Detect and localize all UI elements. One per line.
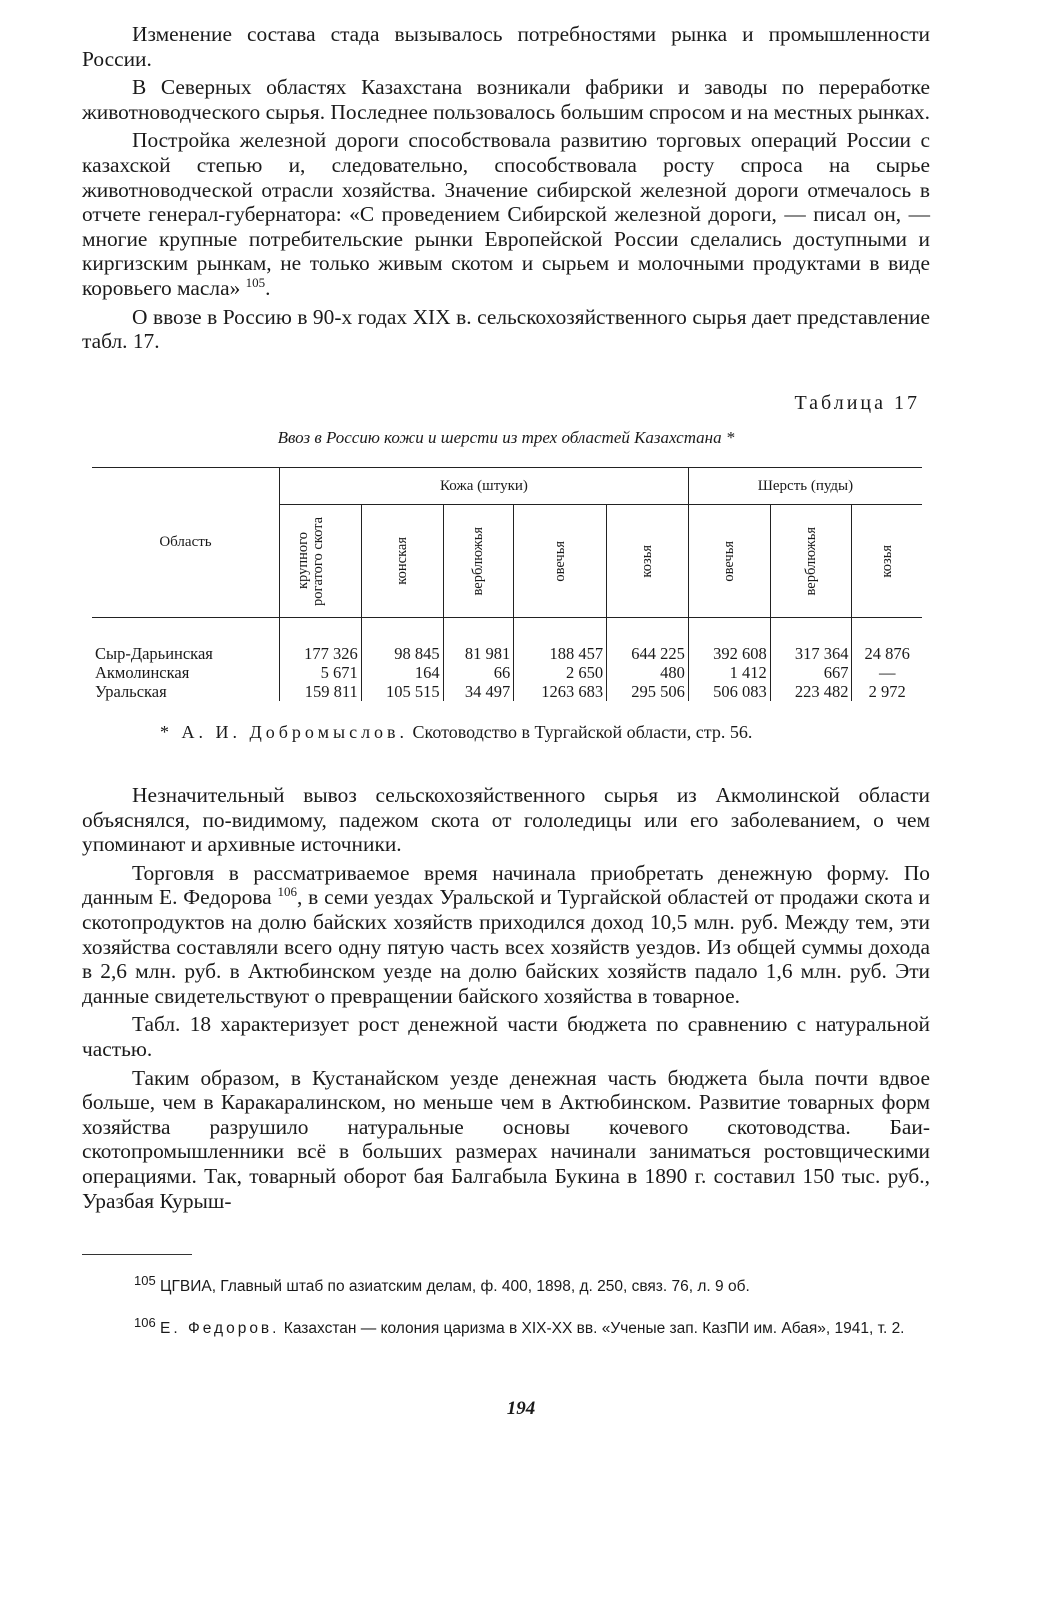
footnote-ref[interactable]: 106 bbox=[277, 884, 297, 900]
column-header: овечья bbox=[514, 505, 607, 618]
value-cell: 66 bbox=[443, 663, 514, 682]
footnote-author: Е. Федоров. bbox=[160, 1320, 280, 1337]
footnote-number: 105 bbox=[134, 1272, 156, 1288]
footnote-number: 106 bbox=[134, 1314, 156, 1330]
value-cell: 188 457 bbox=[514, 618, 607, 664]
column-header: козья bbox=[852, 505, 922, 618]
value-cell: 2 972 bbox=[852, 682, 922, 701]
column-header: овечья bbox=[688, 505, 770, 618]
column-header: верблюжья bbox=[443, 505, 514, 618]
value-cell: 164 bbox=[361, 663, 443, 682]
table-row bbox=[92, 682, 922, 701]
value-cell: 667 bbox=[770, 663, 852, 682]
area-column-header: Область bbox=[92, 468, 280, 618]
paragraph: Незначительный вывоз сельскохозяйственного сырья из Акмолинской области объяснялся, по-видимому, падежом скота от гололедицы или его заболеванием, о чем упоминают и архивные источники. bbox=[82, 783, 930, 857]
table-title: Ввоз в Россию кожи и шерсти из трех областей Казахстана * bbox=[277, 428, 735, 447]
column-header: крупного рогатого скота bbox=[280, 505, 362, 618]
value-cell: 34 497 bbox=[443, 682, 514, 701]
page-number: 194 bbox=[506, 1398, 536, 1419]
table-source-note bbox=[160, 722, 930, 743]
value-cell: 105 515 bbox=[361, 682, 443, 701]
table-row bbox=[92, 663, 922, 682]
value-cell: 644 225 bbox=[607, 618, 689, 664]
value-cell: 81 981 bbox=[443, 618, 514, 664]
note-author: * А. И. Добромыслов. bbox=[160, 722, 409, 742]
data-table bbox=[92, 467, 922, 701]
text-block-top bbox=[82, 22, 930, 358]
value-cell: 159 811 bbox=[280, 682, 362, 701]
paragraph: Постройка железной дороги способствовала развитию торговых операций России с казахской степью и, следовательно, способствовала росту спроса на сырье животноводческой отрасли хозяйства. Значение сибирской железной дороги отмечалось в отчете генерал-губернатора: «С проведением Сибирской железной дороги, — писал он, — многие крупные потребительские рынки Европейской России сделались доступными и киргизским рынкам, не только живым скотом и сырьем и молочными продуктами в виде коровьего масла» $^{105}$. bbox=[82, 128, 930, 300]
footnote-divider bbox=[82, 1254, 192, 1255]
table-row bbox=[92, 618, 922, 664]
paragraph: Табл. 18 характеризует рост денежной части бюджета по сравнению с натуральной частью. bbox=[82, 1012, 930, 1061]
value-cell: 506 083 bbox=[688, 682, 770, 701]
paragraph: Торговля в рассматриваемое время начинала приобретать денежную форму. По данным Е. Федорова $^{106}$, в семи уездах Уральской и Тургайской областей от продажи скота и скотопродуктов на долю байских хозяйств приходился доход 10,5 млн. руб. Между тем, эти хозяйства составляли всего одну пятую часть всех хозяйств уездов. Из общей суммы дохода в 2,6 млн. руб. в Актюбинском уезде на долю байских хозяйств падало 1,6 млн. руб. Эти данные свидетельствуют о превращении байского хозяйства в товарное. bbox=[82, 860, 930, 1008]
value-cell: 98 845 bbox=[361, 618, 443, 664]
paragraph: О ввозе в Россию в 90-х годах XIX в. сельскохозяйственного сырья дает представление табл. 17. bbox=[82, 304, 930, 354]
text-block-bottom bbox=[82, 783, 930, 1217]
area-cell: Акмолинская bbox=[95, 663, 190, 682]
value-cell: 317 364 bbox=[770, 618, 852, 664]
paragraph-text: Постройка железной дороги способствовала развитию торговых операций России с казахской степью и, следовательно, способствовала росту спроса на сырье животноводческой отрасли хозяйства. Значение сибирской железной дороги отмечалось в отчете генерал-губернатора: «С проведением Сибирской железной дороги, — писал он, — многие крупные потребительские рынки Европейской России сделались доступными и киргизским рынкам, не только живым скотом и сырьем и молочными продуктами в виде коровьего масла» bbox=[82, 128, 930, 300]
value-cell: 480 bbox=[607, 663, 689, 682]
footnote-text: Казахстан — колония царизма в XIX-XX вв. «Ученые зап. КазПИ им. Абая», 1941, т. 2. bbox=[283, 1320, 905, 1337]
paragraph: Таким образом, в Кустанайском уезде денежная часть бюджета была почти вдвое больше, чем в Каракаралинском, но меньше чем в Актюбинском. Развитие товарных форм хозяйства разрушило натуральные основы кочевого скотоводства. Баи-скотопромышленники всё в больших размерах начинали заниматься ростовщическими операциями. Так, товарный оборот бая Балгабыла Букина в 1890 г. составил 150 тыс. руб., Уразбая Курыш- bbox=[82, 1065, 930, 1213]
note-text: Скотоводство в Тургайской области, стр. 56. bbox=[412, 722, 753, 742]
paragraph: В Северных областях Казахстана возникали фабрики и заводы по переработке животноводческого сырья. Последнее пользовалось большим спросом и на местных рынках. bbox=[82, 75, 930, 124]
footnote-105 bbox=[82, 1272, 930, 1297]
footnote-106 bbox=[82, 1314, 930, 1339]
footnote-ref[interactable]: 105 bbox=[245, 274, 266, 290]
value-cell: 177 326 bbox=[280, 618, 362, 664]
footnote-text: ЦГВИА, Главный штаб по азиатским делам, ф. 400, 1898, д. 250, связ. 76, л. 9 об. bbox=[160, 1278, 750, 1295]
value-cell: 5 671 bbox=[280, 663, 362, 682]
leather-group-header: Кожа (штуки) bbox=[280, 468, 689, 505]
column-header: конская bbox=[361, 505, 443, 618]
column-header: верблюжья bbox=[770, 505, 852, 618]
value-cell: 2 650 bbox=[514, 663, 607, 682]
value-cell: 392 608 bbox=[688, 618, 770, 664]
value-cell: — bbox=[852, 663, 922, 682]
value-cell: 295 506 bbox=[607, 682, 689, 701]
value-cell: 1263 683 bbox=[514, 682, 607, 701]
area-cell: Сыр-Дарьинская bbox=[95, 644, 213, 663]
table-number: Таблица 17 bbox=[794, 392, 920, 414]
wool-group-header: Шерсть (пуды) bbox=[688, 468, 922, 505]
area-cell: Уральская bbox=[95, 682, 167, 701]
paragraph: Изменение состава стада вызывалось потребностями рынка и промышленности России. bbox=[82, 22, 930, 71]
column-header: козья bbox=[607, 505, 689, 618]
value-cell: 24 876 bbox=[852, 618, 922, 664]
value-cell: 223 482 bbox=[770, 682, 852, 701]
value-cell: 1 412 bbox=[688, 663, 770, 682]
